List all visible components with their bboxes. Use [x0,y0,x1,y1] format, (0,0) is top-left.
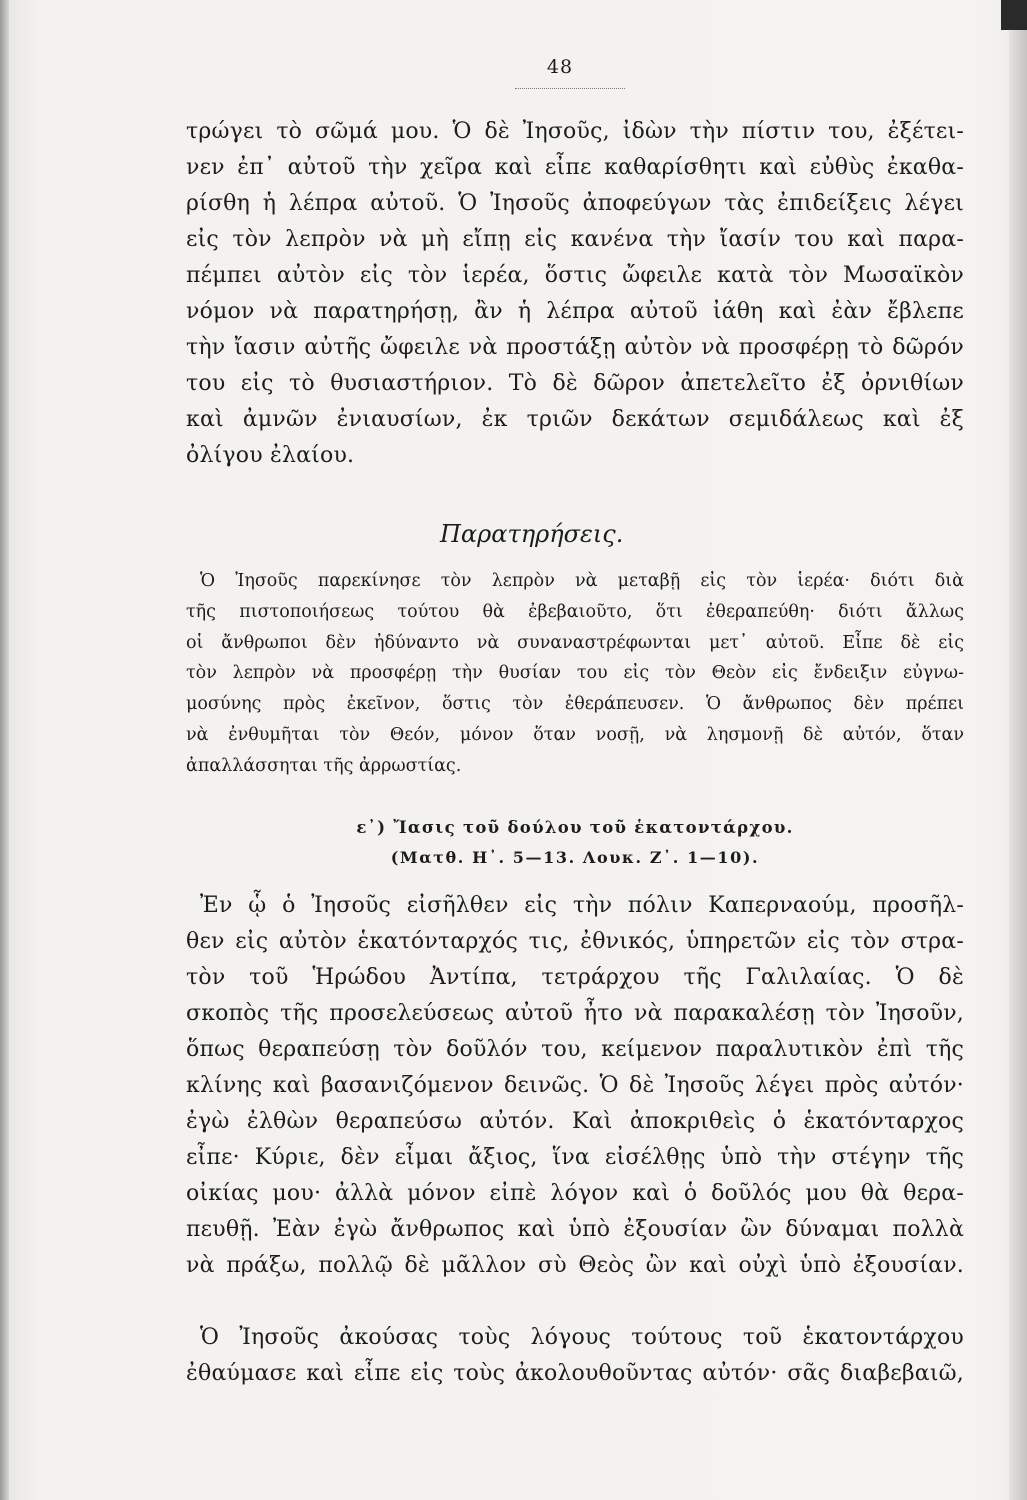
text-line: ὀλίγου ἐλαίου. [186,443,355,468]
text-line: κλίνης καὶ βασανιζόμενον δεινῶς. Ὁ δὲ Ἰησοῦς λέγει πρὸς αὐτόν· [186,1073,964,1098]
text-line: ὅπως θεραπεύσῃ τὸν δοῦλόν του, κείμενον παραλυτικὸν ἐπὶ τῆς [186,1037,964,1062]
scan-corner-mark [1001,0,1027,30]
text-line: μοσύνης πρὸς ἐκεῖνον, ὅστις τὸν ἐθεράπευσεν. Ὁ ἄνθρωπος δὲν πρέπει [186,694,964,715]
text-line: Ὁ Ἰησοῦς ἀκούσας τοὺς λόγους τούτους τοῦ ἑκατοντάρχου [200,1325,964,1350]
text-line: ρίσθη ἡ λέπρα αὐτοῦ. Ὁ Ἰησοῦς ἀποφεύγων τὰς ἐπιδείξεις λέγει [186,191,964,216]
section-title [186,818,964,837]
text-line: τὴν ἴασιν αὐτῆς ὤφειλε νὰ προστάξῃ αὐτὸν νὰ προσφέρῃ τὸ δῶρόν [186,335,964,360]
text-line: πευθῇ. Ἐὰν ἐγὼ ἄνθρωπος καὶ ὑπὸ ἐξουσίαν ὢν δύναμαι πολλὰ [186,1217,964,1242]
text-line: νὰ ἐνθυμῆται τὸν Θεόν, μόνον ὅταν νοσῇ, νὰ λησμονῇ δὲ αὐτόν, ὅταν [186,724,964,745]
text-line: οἱ ἄνθρωποι δὲν ἠδύναντο νὰ συναναστρέφωνται μετ᾽ αὐτοῦ. Εἶπε δὲ εἰς [186,632,964,653]
text-line: οἰκίας μου· ἀλλὰ μόνον εἰπὲ λόγον καὶ ὁ δοῦλός μου θὰ θερα- [186,1181,964,1206]
section-reference-text: (Ματθ. Η᾽. 5—13. Λουκ. Ζ᾽. 1—10). [390,848,760,867]
section-title-text: ε᾽) Ἴασις τοῦ δούλου τοῦ ἑκατοντάρχου. [356,818,794,837]
paragraph-jesus-marvels [186,1320,964,1392]
text-line: θεν εἰς αὐτὸν ἑκατόνταρχός τις, ἐθνικός, ὑπηρετῶν εἰς τὸν στρα- [186,929,964,954]
page-left-edge-shadow [0,0,9,1500]
text-line: τρώγει τὸ σῶμά μου. Ὁ δὲ Ἰησοῦς, ἰδὼν τὴν πίστιν του, ἐξέτει- [186,119,964,144]
text-line: σκοπὸς τῆς προσελεύσεως αὐτοῦ ἦτο νὰ παρακαλέσῃ τὸν Ἰησοῦν, [186,1001,964,1026]
text-line: τῆς πιστοποιήσεως τούτου θὰ ἐβεβαιοῦτο, ὅτι ἐθεραπεύθη· διότι ἄλλως [186,601,964,622]
observations-heading: Παρατηρήσεις. [440,520,624,548]
paragraph-centurion-servant [186,888,964,1284]
page-right-edge-shadow [1009,0,1027,1500]
text-line: νὰ πράξω, πολλῷ δὲ μᾶλλον σὺ Θεὸς ὢν καὶ οὐχὶ ὑπὸ ἐξουσίαν. [186,1253,964,1278]
text-line: ἐγὼ ἐλθὼν θεραπεύσω αὐτόν. Καὶ ἀποκριθεὶς ὁ ἑκατόνταρχος [186,1109,964,1134]
text-line: Ὁ Ἰησοῦς παρεκίνησε τὸν λεπρὸν νὰ μεταβῇ εἰς τὸν ἱερέα· διότι διὰ [200,571,964,591]
text-line: τὸν λεπρὸν νὰ προσφέρῃ τὴν θυσίαν του εἰς τὸν Θεὸν εἰς ἔνδειξιν εὐγνω- [186,663,964,684]
text-line: ἀπαλλάσσηται τῆς ἀρρωστίας. [186,755,462,776]
text-line: του εἰς τὸ θυσιαστήριον. Τὸ δὲ δῶρον ἀπετελεῖτο ἐξ ὀρνιθίων [186,371,964,396]
page-number: 48 [546,56,574,78]
text-line: τὸν τοῦ Ἡρώδου Ἀντίπα, τετράρχου τῆς Γαλιλαίας. Ὁ δὲ [186,965,964,990]
text-line: καὶ ἀμνῶν ἐνιαυσίων, ἐκ τριῶν δεκάτων σεμιδάλεως καὶ ἐξ [186,407,964,432]
paragraph-leper-healing [186,114,964,474]
text-line: εἰς τὸν λεπρὸν νὰ μὴ εἴπῃ εἰς κανένα τὴν ἴασίν του καὶ παρα- [186,227,964,252]
observations-paragraph [186,566,964,782]
text-line: πέμπει αὐτὸν εἰς τὸν ἱερέα, ὅστις ὤφειλε κατὰ τὸν Μωσαϊκὸν [186,263,964,288]
section-reference [186,848,964,867]
text-line: εἶπε· Κύριε, δὲν εἶμαι ἄξιος, ἵνα εἰσέλθῃς ὑπὸ τὴν στέγην τῆς [186,1145,964,1170]
text-line: νόμον νὰ παρατηρήσῃ, ἂν ἡ λέπρα αὐτοῦ ἰάθη καὶ ἐὰν ἔβλεπε [186,299,964,324]
text-line: νεν ἐπ᾽ αὐτοῦ τὴν χεῖρα καὶ εἶπε καθαρίσθητι καὶ εὐθὺς ἐκαθα- [186,155,964,180]
page-number-rule [515,88,625,89]
text-line: ἐθαύμασε καὶ εἶπε εἰς τοὺς ἀκολουθοῦντας αὐτόν· σᾶς διαβεβαιῶ, [186,1361,964,1386]
text-line: Ἐν ᾧ ὁ Ἰησοῦς εἰσῆλθεν εἰς τὴν πόλιν Καπερναούμ, προσῆλ- [200,893,964,918]
